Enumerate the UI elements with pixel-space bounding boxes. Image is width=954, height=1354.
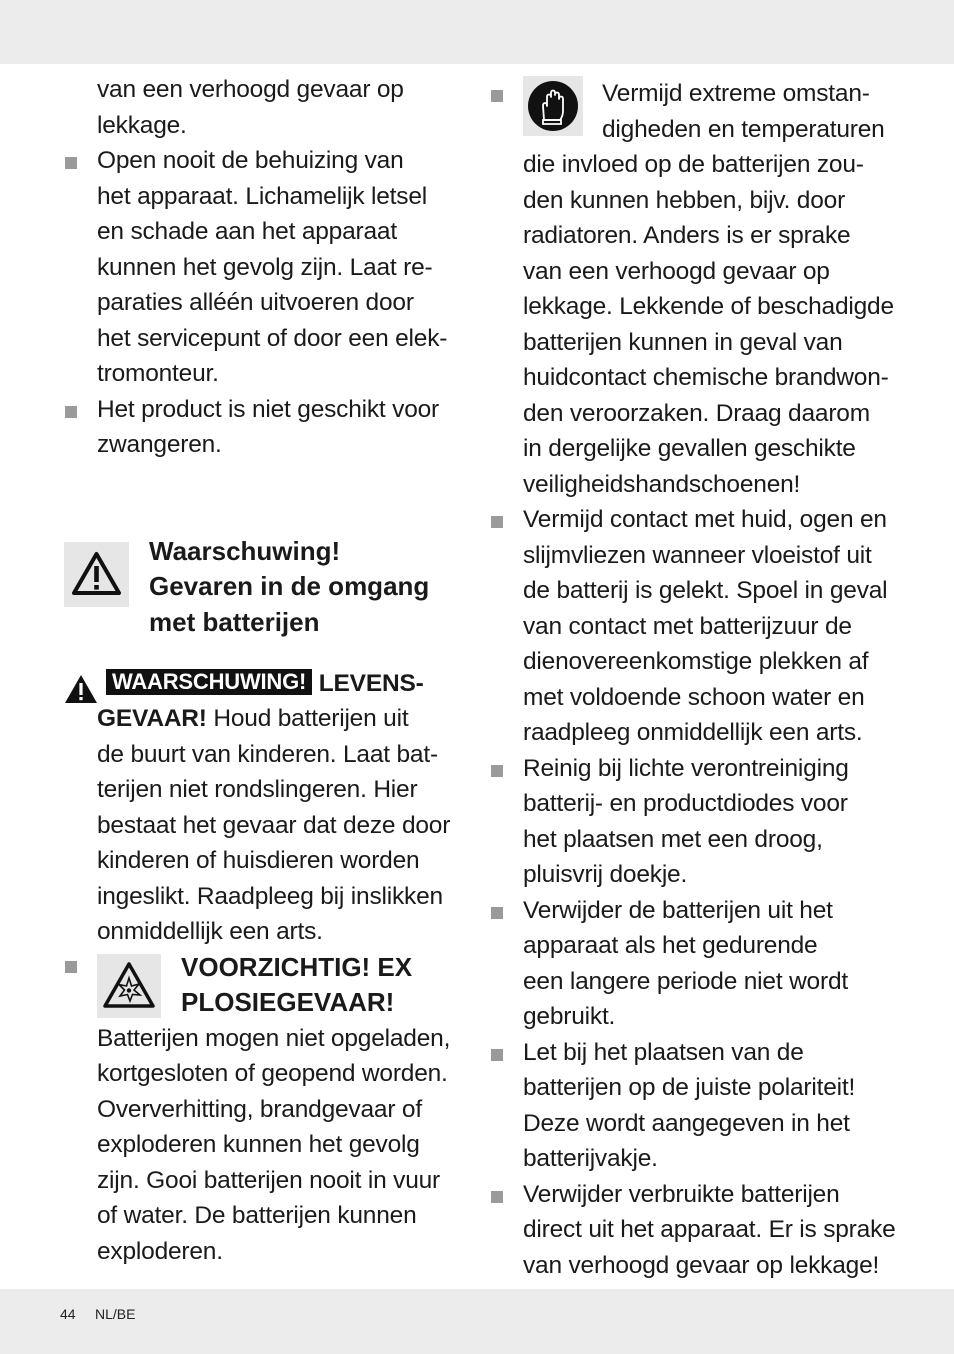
bullet-square-icon	[491, 1049, 503, 1061]
text-line: lekkage.	[97, 111, 187, 139]
warning-triangle-icon	[64, 542, 129, 607]
text-line: tromonteur.	[97, 360, 219, 387]
text-line: met voldoende schoon water en	[523, 683, 865, 711]
text-line: digheden en temperaturen	[602, 115, 885, 143]
text-line: dienovereenkomstige plekken af	[523, 648, 869, 675]
text-line: batterijen op de juiste polariteit!	[523, 1074, 856, 1101]
warning-section-heading	[62, 534, 468, 644]
text-line: van contact met batterijzuur de	[523, 612, 852, 640]
language-code: NL/BE	[95, 1306, 136, 1322]
protective-gloves-icon	[523, 76, 583, 136]
text-line: Open nooit de behuizing van	[97, 147, 404, 174]
text-line: den kunnen hebben, bijv. door	[523, 186, 846, 214]
heading-line: Gevaren in de omgang	[149, 571, 430, 601]
text-line: batterijen kunnen in geval van	[523, 328, 843, 356]
text-line: batterijvakje.	[523, 1145, 658, 1172]
bullet-square-icon	[65, 406, 77, 418]
text-line: het servicepunt of door een elek-	[97, 324, 448, 352]
text-line: Batterijen mogen niet opgeladen,	[97, 1024, 451, 1052]
right-column	[488, 72, 894, 1283]
text-line: gebruikt.	[523, 1003, 616, 1030]
bullet-item	[488, 751, 894, 893]
text-line: exploderen kunnen het gevolg	[97, 1131, 420, 1158]
text-line: zwangeren.	[97, 431, 222, 458]
text-line: pluisvrij doekje.	[523, 861, 688, 888]
life-danger-warning	[62, 666, 468, 950]
heading-line: met batterijen	[149, 606, 320, 637]
levens-bold: LEVENS-	[318, 669, 424, 697]
warning-badge: WAARSCHUWING!	[106, 669, 312, 695]
text-line: het apparaat. Lichamelijk letsel	[97, 182, 427, 210]
intro-text	[97, 72, 468, 143]
text-line: direct uit het apparaat. Er is sprake	[523, 1216, 896, 1243]
heading-line: PLOSIEGEVAAR!	[181, 987, 395, 1017]
bullet-item	[488, 893, 894, 1035]
text-line: Verwijder verbruikte batterijen	[523, 1180, 840, 1208]
text-line: Houd batterijen uit	[206, 705, 409, 732]
warning-triangle-icon	[64, 674, 98, 704]
text-line: het plaatsen met een droog,	[523, 825, 823, 853]
text-line: Let bij het plaatsen van de	[523, 1038, 804, 1066]
text-line: Verwijder de batterijen uit het	[523, 896, 833, 924]
text-line: van een verhoogd gevaar op	[97, 76, 404, 103]
text-line: paraties alléén uitvoeren door	[97, 289, 414, 316]
bullet-square-icon	[491, 907, 503, 919]
text-line: radiatoren. Anders is er sprake	[523, 222, 851, 249]
bullet-square-icon	[65, 157, 77, 169]
header-band	[0, 0, 954, 64]
text-line: kortgesloten of geopend worden.	[97, 1060, 448, 1087]
text-line: Het product is niet geschikt voor	[97, 395, 440, 423]
text-line: kunnen het gevolg zijn. Laat re-	[97, 253, 433, 281]
text-line: lekkage. Lekkende of beschadigde	[523, 293, 894, 320]
glove-warning-item	[488, 72, 894, 502]
bullet-item	[488, 502, 894, 751]
text-line: en schade aan het apparaat	[97, 218, 397, 245]
text-line: apparaat als het gedurende	[523, 932, 818, 959]
text-line: de buurt van kinderen. Laat bat-	[97, 740, 438, 768]
text-line: zijn. Gooi batterijen nooit in vuur	[97, 1166, 440, 1194]
heading-line: Waarschuwing!	[149, 535, 341, 566]
bullet-item	[62, 392, 468, 463]
text-line: die invloed op de batterijen zou-	[523, 151, 864, 178]
text-line: of water. De batterijen kunnen	[97, 1202, 417, 1229]
page-number: 44	[60, 1306, 76, 1322]
text-line: in dergelijke gevallen geschikte	[523, 435, 856, 462]
gevaar-bold: GEVAAR!	[97, 705, 207, 732]
text-line: Vermijd extreme omstan-	[602, 80, 870, 107]
bullet-square-icon	[491, 1191, 503, 1203]
text-line: raadpleeg onmiddellijk een arts.	[523, 719, 863, 746]
text-line: van verhoogd gevaar op lekkage!	[523, 1251, 880, 1279]
bullet-square-icon	[491, 90, 503, 102]
text-line: den veroorzaken. Draag daarom	[523, 399, 870, 427]
text-line: slijmvliezen wanneer vloeistof uit	[523, 541, 872, 569]
bullet-square-icon	[65, 961, 77, 973]
text-line: exploderen.	[97, 1237, 223, 1265]
footer-band	[0, 1289, 954, 1354]
text-line: ingeslikt. Raadpleeg bij inslikken	[97, 882, 443, 910]
bullet-item	[488, 1035, 894, 1177]
bullet-square-icon	[491, 765, 503, 777]
text-line: een langere periode niet wordt	[523, 967, 848, 995]
bullet-square-icon	[491, 516, 503, 528]
bullet-item	[62, 143, 468, 392]
text-line: van een verhoogd gevaar op	[523, 257, 830, 285]
left-column	[62, 72, 468, 1269]
heading-line: VOORZICHTIG! EX	[181, 951, 413, 982]
text-line: huidcontact chemische brandwon-	[523, 364, 889, 391]
text-line: veiligheidshandschoenen!	[523, 470, 801, 498]
explosion-warning-icon	[97, 954, 161, 1018]
text-line: terijen niet rondslingeren. Hier	[97, 776, 418, 803]
text-line: onmiddellijk een arts.	[97, 918, 323, 945]
text-line: kinderen of huisdieren worden	[97, 847, 420, 874]
text-line: batterij- en productdiodes voor	[523, 790, 848, 817]
text-line: Reinig bij lichte verontreiniging	[523, 754, 849, 782]
text-line: de batterij is gelekt. Spoel in geval	[523, 577, 888, 604]
text-line: Deze wordt aangegeven in het	[523, 1109, 850, 1137]
explosion-warning-item	[62, 950, 468, 1270]
text-line: Vermijd contact met huid, ogen en	[523, 506, 887, 533]
text-line: bestaat het gevaar dat deze door	[97, 811, 451, 839]
text-line: Oververhitting, brandgevaar of	[97, 1095, 422, 1123]
bullet-item	[488, 1177, 894, 1284]
